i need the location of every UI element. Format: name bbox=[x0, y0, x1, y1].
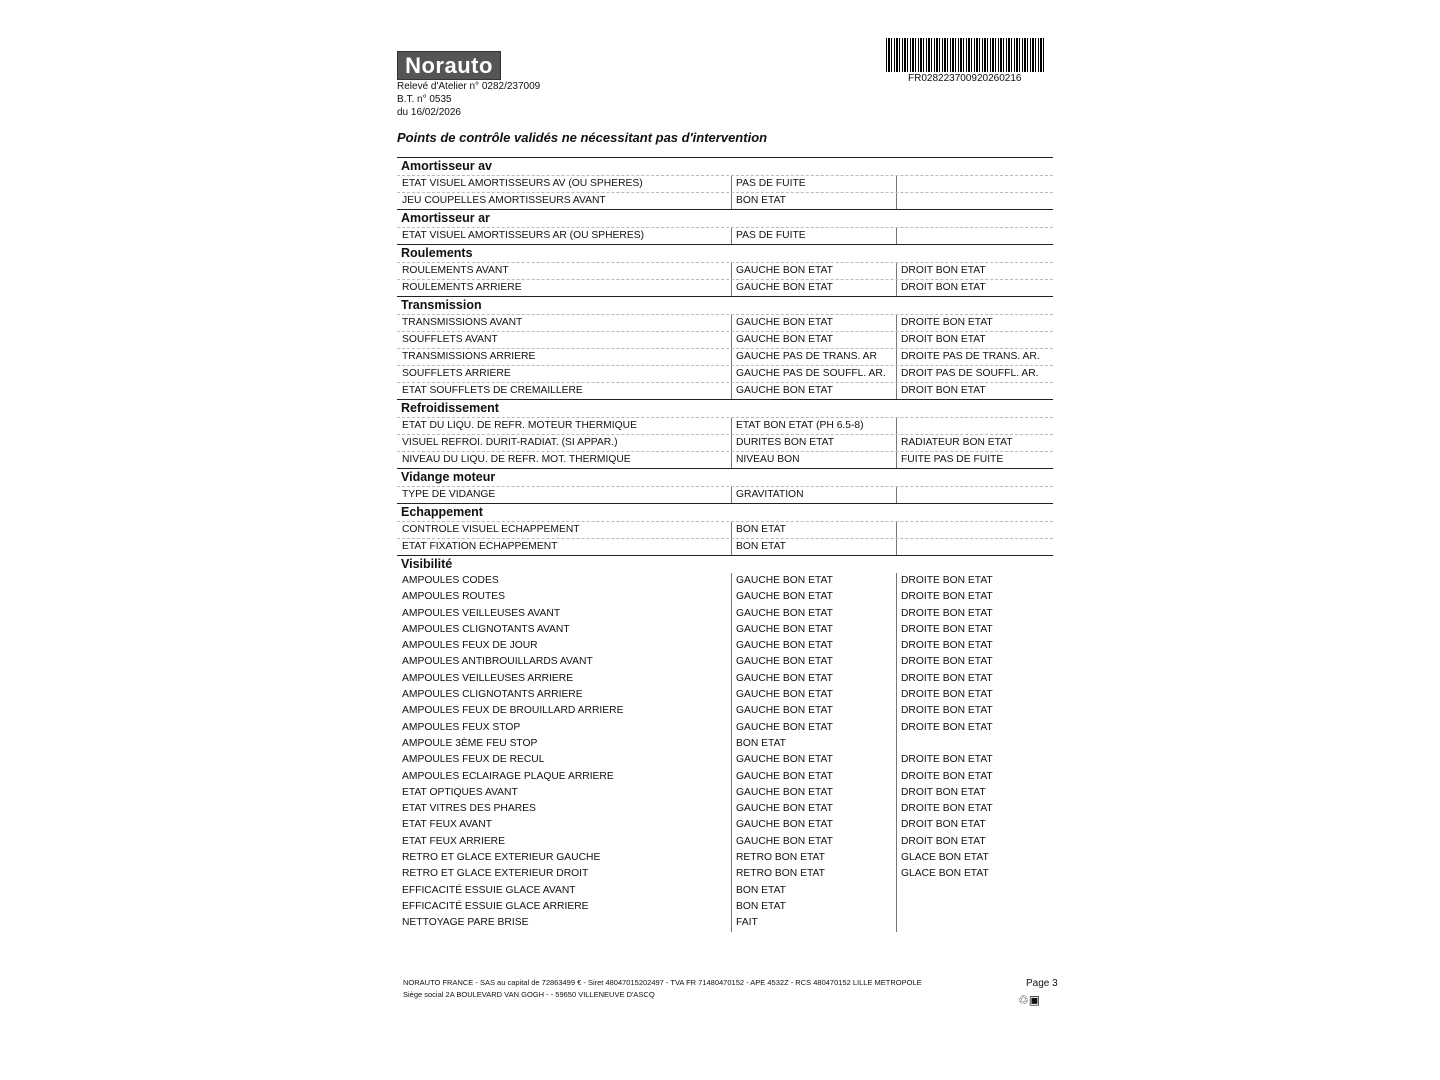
check-result-left: GAUCHE BON ETAT bbox=[731, 263, 896, 279]
check-result-left: BON ETAT bbox=[731, 883, 896, 899]
check-result-left: GAUCHE BON ETAT bbox=[731, 573, 896, 589]
check-result-left: GAUCHE BON ETAT bbox=[731, 752, 896, 768]
bt-number: B.T. n° 0535 bbox=[397, 94, 452, 105]
table-row bbox=[397, 314, 1053, 331]
section bbox=[397, 503, 1053, 555]
check-label: TRANSMISSIONS ARRIERE bbox=[402, 351, 536, 362]
check-label: AMPOULES FEUX STOP bbox=[402, 721, 521, 733]
section-header: Visibilité bbox=[397, 555, 1053, 573]
check-result-left: BON ETAT bbox=[731, 736, 896, 752]
table-row bbox=[397, 486, 1053, 503]
check-result-right: DROIT BON ETAT bbox=[896, 834, 1053, 850]
check-label: CONTROLE VISUEL ECHAPPEMENT bbox=[402, 524, 580, 535]
check-result-left: GAUCHE BON ETAT bbox=[731, 589, 896, 605]
check-label: EFFICACITÉ ESSUIE GLACE AVANT bbox=[402, 884, 576, 896]
table-row bbox=[397, 883, 1053, 899]
check-result-right: DROITE BON ETAT bbox=[896, 606, 1053, 622]
section bbox=[397, 468, 1053, 503]
barcode-icon bbox=[886, 38, 1044, 72]
check-label: ETAT SOUFFLETS DE CREMAILLERE bbox=[402, 385, 583, 396]
table-row bbox=[397, 417, 1053, 434]
table-row bbox=[397, 915, 1053, 931]
check-label: RETRO ET GLACE EXTERIEUR DROIT bbox=[402, 868, 589, 880]
check-result-right: FUITE PAS DE FUITE bbox=[896, 452, 1053, 468]
footer-company-info: NORAUTO FRANCE - SAS au capital de 72863499 € - Siret 48047015202497 - TVA FR 71480470152 - APE 4532Z - RCS 480470152 LILLE METROPOLE bbox=[403, 978, 922, 987]
check-result-right: DROITE BON ETAT bbox=[896, 622, 1053, 638]
table-row bbox=[397, 703, 1053, 719]
check-result-left: GAUCHE BON ETAT bbox=[731, 785, 896, 801]
document-meta bbox=[397, 80, 540, 119]
check-label: AMPOULES ECLAIRAGE PLAQUE ARRIERE bbox=[402, 770, 614, 782]
check-result-right bbox=[896, 522, 1053, 538]
recycle-icon: ♲▣ bbox=[1018, 993, 1041, 1007]
table-row bbox=[397, 834, 1053, 850]
table-row bbox=[397, 606, 1053, 622]
check-result-left: GAUCHE BON ETAT bbox=[731, 671, 896, 687]
check-result-right: DROITE BON ETAT bbox=[896, 703, 1053, 719]
table-row bbox=[397, 866, 1053, 882]
check-result-right: DROITE BON ETAT bbox=[896, 573, 1053, 589]
table-row bbox=[397, 192, 1053, 209]
check-result-right: GLACE BON ETAT bbox=[896, 850, 1053, 866]
check-result-right bbox=[896, 193, 1053, 209]
table-row bbox=[397, 365, 1053, 382]
table-row bbox=[397, 573, 1053, 589]
check-result-right bbox=[896, 418, 1053, 434]
section bbox=[397, 399, 1053, 468]
check-result-left: GAUCHE BON ETAT bbox=[731, 654, 896, 670]
check-label: AMPOULES FEUX DE JOUR bbox=[402, 640, 538, 652]
check-result-right bbox=[896, 176, 1053, 192]
table-row bbox=[397, 687, 1053, 703]
check-result-left: GAUCHE BON ETAT bbox=[731, 834, 896, 850]
check-label: AMPOULES CODES bbox=[402, 575, 499, 586]
section-header: Echappement bbox=[397, 503, 1053, 521]
check-result-right: DROIT BON ETAT bbox=[896, 785, 1053, 801]
check-label: AMPOULES FEUX DE BROUILLARD ARRIERE bbox=[402, 705, 624, 717]
check-result-left: BON ETAT bbox=[731, 193, 896, 209]
check-label: ETAT VISUEL AMORTISSEURS AV (OU SPHERES) bbox=[402, 178, 643, 189]
check-result-right: DROITE BON ETAT bbox=[896, 638, 1053, 654]
check-label: AMPOULES ANTIBROUILLARDS AVANT bbox=[402, 656, 593, 668]
table-row bbox=[397, 720, 1053, 736]
check-label: ETAT VISUEL AMORTISSEURS AR (OU SPHERES) bbox=[402, 230, 645, 241]
check-result-right: DROITE BON ETAT bbox=[896, 671, 1053, 687]
check-label: ROULEMENTS ARRIERE bbox=[402, 282, 522, 293]
check-result-right: DROIT BON ETAT bbox=[896, 383, 1053, 399]
section bbox=[397, 209, 1053, 244]
check-result-right: DROITE PAS DE TRANS. AR. bbox=[896, 349, 1053, 365]
section-header: Amortisseur av bbox=[397, 157, 1053, 175]
check-label: AMPOULE 3ÈME FEU STOP bbox=[402, 737, 538, 749]
check-label: ETAT FIXATION ECHAPPEMENT bbox=[402, 541, 558, 552]
check-label: AMPOULES CLIGNOTANTS ARRIERE bbox=[402, 689, 583, 701]
check-result-left: NIVEAU BON bbox=[731, 452, 896, 468]
table-row bbox=[397, 671, 1053, 687]
check-result-right bbox=[896, 736, 1053, 752]
section-header: Refroidissement bbox=[397, 399, 1053, 417]
check-result-right: DROIT BON ETAT bbox=[896, 332, 1053, 348]
check-label: AMPOULES VEILLEUSES AVANT bbox=[402, 607, 561, 619]
check-label: TRANSMISSIONS AVANT bbox=[402, 317, 523, 328]
section-header: Transmission bbox=[397, 296, 1053, 314]
check-result-right: DROITE BON ETAT bbox=[896, 720, 1053, 736]
check-result-right: DROIT BON ETAT bbox=[896, 817, 1053, 833]
table-row bbox=[397, 434, 1053, 451]
control-points-table bbox=[397, 157, 1053, 932]
document-date: du 16/02/2026 bbox=[397, 107, 461, 118]
check-result-right bbox=[896, 915, 1053, 931]
check-result-left: GAUCHE BON ETAT bbox=[731, 280, 896, 296]
table-row bbox=[397, 622, 1053, 638]
check-result-left: PAS DE FUITE bbox=[731, 228, 896, 244]
check-result-right bbox=[896, 539, 1053, 555]
footer bbox=[403, 977, 1055, 1001]
check-label: AMPOULES VEILLEUSES ARRIERE bbox=[402, 672, 574, 684]
check-label: NIVEAU DU LIQU. DE REFR. MOT. THERMIQUE bbox=[402, 454, 631, 465]
table-row bbox=[397, 736, 1053, 752]
table-row bbox=[397, 589, 1053, 605]
section bbox=[397, 244, 1053, 296]
table-row bbox=[397, 752, 1053, 768]
barcode-text: FR028223700920260216 bbox=[908, 73, 1022, 84]
check-result-left: GAUCHE BON ETAT bbox=[731, 383, 896, 399]
check-label: AMPOULES CLIGNOTANTS AVANT bbox=[402, 623, 570, 635]
check-label: JEU COUPELLES AMORTISSEURS AVANT bbox=[402, 195, 606, 206]
table-row bbox=[397, 451, 1053, 468]
check-label: ETAT VITRES DES PHARES bbox=[402, 803, 536, 815]
check-result-left: GAUCHE BON ETAT bbox=[731, 817, 896, 833]
check-result-left: GAUCHE BON ETAT bbox=[731, 703, 896, 719]
section-header: Roulements bbox=[397, 244, 1053, 262]
check-label: RETRO ET GLACE EXTERIEUR GAUCHE bbox=[402, 852, 601, 864]
check-result-left: ETAT BON ETAT (PH 6.5-8) bbox=[731, 418, 896, 434]
check-result-left: DURITES BON ETAT bbox=[731, 435, 896, 451]
check-result-right: DROITE BON ETAT bbox=[896, 315, 1053, 331]
check-result-right: DROITE BON ETAT bbox=[896, 752, 1053, 768]
check-label: NETTOYAGE PARE BRISE bbox=[402, 917, 529, 929]
check-result-left: GAUCHE BON ETAT bbox=[731, 720, 896, 736]
table-row bbox=[397, 521, 1053, 538]
table-row bbox=[397, 769, 1053, 785]
table-row bbox=[397, 785, 1053, 801]
check-result-left: GAUCHE BON ETAT bbox=[731, 332, 896, 348]
check-result-left: GAUCHE BON ETAT bbox=[731, 687, 896, 703]
table-row bbox=[397, 850, 1053, 866]
check-result-right: DROITE BON ETAT bbox=[896, 589, 1053, 605]
check-result-left: GAUCHE BON ETAT bbox=[731, 315, 896, 331]
check-result-right bbox=[896, 487, 1053, 503]
check-label: EFFICACITÉ ESSUIE GLACE ARRIERE bbox=[402, 900, 589, 912]
table-row bbox=[397, 801, 1053, 817]
check-result-right: DROIT BON ETAT bbox=[896, 280, 1053, 296]
check-result-right: DROIT BON ETAT bbox=[896, 263, 1053, 279]
check-label: ETAT FEUX AVANT bbox=[402, 819, 493, 831]
table-row bbox=[397, 638, 1053, 654]
check-result-left: RETRO BON ETAT bbox=[731, 866, 896, 882]
page-number: Page 3 bbox=[1026, 978, 1058, 989]
releve-number: Relevé d'Atelier n° 0282/237009 bbox=[397, 81, 541, 92]
footer-address: Siège social 2A BOULEVARD VAN GOGH - - 59650 VILLENEUVE D'ASCQ bbox=[403, 990, 655, 999]
check-result-right: DROIT PAS DE SOUFFL. AR. bbox=[896, 366, 1053, 382]
check-result-right: DROITE BON ETAT bbox=[896, 654, 1053, 670]
table-row bbox=[397, 175, 1053, 192]
check-result-right: GLACE BON ETAT bbox=[896, 866, 1053, 882]
check-result-left: PAS DE FUITE bbox=[731, 176, 896, 192]
table-row bbox=[397, 382, 1053, 399]
check-result-left: BON ETAT bbox=[731, 522, 896, 538]
check-label: TYPE DE VIDANGE bbox=[402, 489, 496, 500]
check-label: AMPOULES FEUX DE RECUL bbox=[402, 754, 545, 766]
section-header: Amortisseur ar bbox=[397, 209, 1053, 227]
section bbox=[397, 157, 1053, 209]
table-row bbox=[397, 538, 1053, 555]
check-result-left: GAUCHE BON ETAT bbox=[731, 638, 896, 654]
check-label: ETAT FEUX ARRIERE bbox=[402, 835, 505, 847]
check-result-left: RETRO BON ETAT bbox=[731, 850, 896, 866]
table-row bbox=[397, 279, 1053, 296]
check-result-right bbox=[896, 228, 1053, 244]
check-label: ETAT OPTIQUES AVANT bbox=[402, 786, 518, 798]
section bbox=[397, 555, 1053, 932]
check-result-right: RADIATEUR BON ETAT bbox=[896, 435, 1053, 451]
table-row bbox=[397, 817, 1053, 833]
check-result-left: BON ETAT bbox=[731, 539, 896, 555]
check-result-right: DROITE BON ETAT bbox=[896, 687, 1053, 703]
table-row bbox=[397, 331, 1053, 348]
check-label: VISUEL REFROI. DURIT-RADIAT. (SI APPAR.) bbox=[402, 437, 618, 448]
check-result-left: GAUCHE PAS DE SOUFFL. AR. bbox=[731, 366, 896, 382]
check-label: ETAT DU LIQU. DE REFR. MOTEUR THERMIQUE bbox=[402, 420, 637, 431]
check-label: AMPOULES ROUTES bbox=[402, 591, 505, 603]
section bbox=[397, 296, 1053, 399]
check-result-right: DROITE BON ETAT bbox=[896, 801, 1053, 817]
check-result-left: GAUCHE PAS DE TRANS. AR bbox=[731, 349, 896, 365]
check-result-left: GAUCHE BON ETAT bbox=[731, 801, 896, 817]
section-header: Vidange moteur bbox=[397, 468, 1053, 486]
table-row bbox=[397, 899, 1053, 915]
check-result-left: GAUCHE BON ETAT bbox=[731, 622, 896, 638]
check-result-left: FAIT bbox=[731, 915, 896, 931]
norauto-logo: Norauto bbox=[397, 51, 501, 80]
check-label: ROULEMENTS AVANT bbox=[402, 265, 509, 276]
check-result-left: GRAVITATION bbox=[731, 487, 896, 503]
check-result-left: GAUCHE BON ETAT bbox=[731, 606, 896, 622]
table-row bbox=[397, 654, 1053, 670]
table-row bbox=[397, 227, 1053, 244]
check-label: SOUFFLETS AVANT bbox=[402, 334, 498, 345]
check-result-left: GAUCHE BON ETAT bbox=[731, 769, 896, 785]
check-result-left: BON ETAT bbox=[731, 899, 896, 915]
page-title: Points de contrôle validés ne nécessitant pas d'intervention bbox=[397, 130, 768, 145]
table-row bbox=[397, 262, 1053, 279]
check-result-right bbox=[896, 883, 1053, 899]
check-label: SOUFFLETS ARRIERE bbox=[402, 368, 511, 379]
check-result-right: DROITE BON ETAT bbox=[896, 769, 1053, 785]
check-result-right bbox=[896, 899, 1053, 915]
table-row bbox=[397, 348, 1053, 365]
